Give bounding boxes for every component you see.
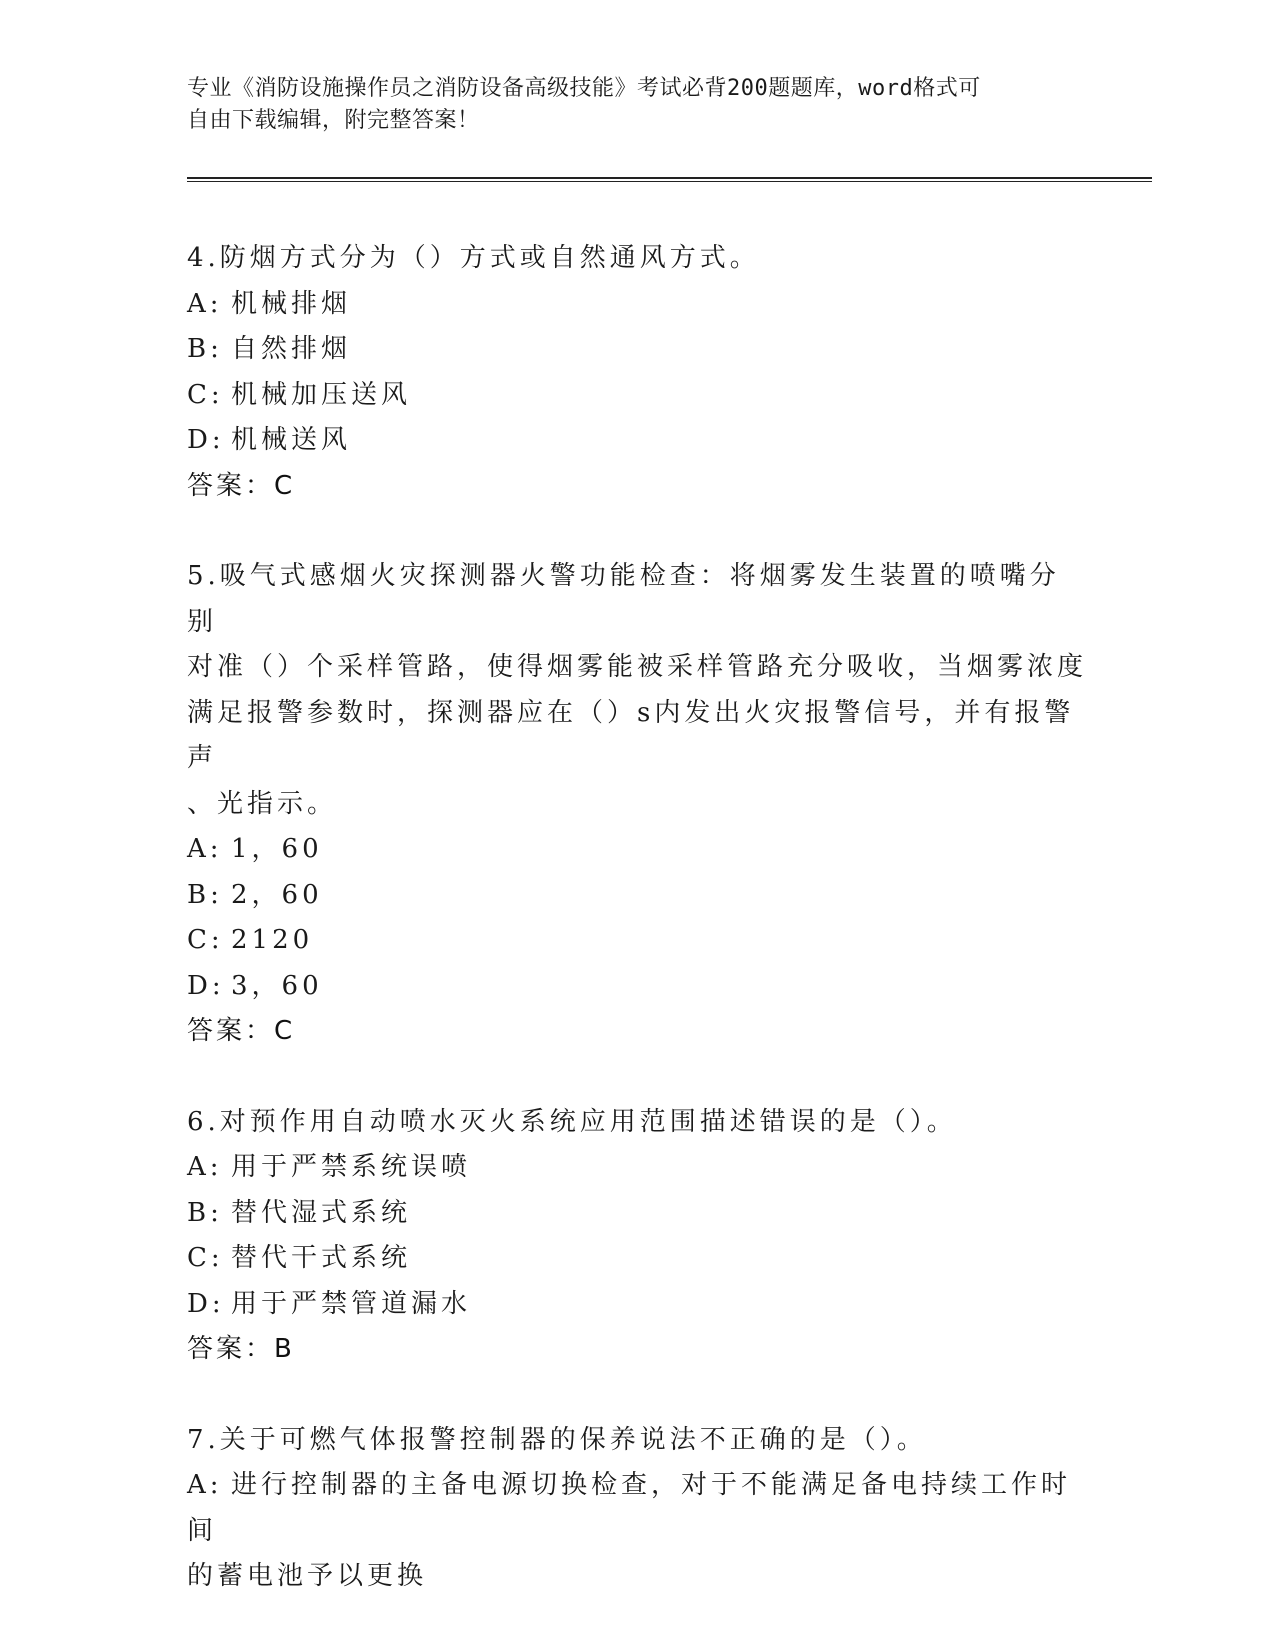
option-c bbox=[187, 918, 1087, 964]
question-text: 4.防烟方式分为（）方式或自然通风方式。 bbox=[187, 243, 760, 273]
option-key: C: bbox=[187, 1243, 224, 1273]
option-a bbox=[187, 1145, 1087, 1191]
question-text-line-3: 满足报警参数时，探测器应在（）s内发出火灾报警信号，并有报警声 bbox=[187, 697, 1075, 773]
option-a bbox=[187, 827, 1087, 873]
document-header bbox=[187, 73, 1067, 137]
option-c bbox=[187, 1236, 1087, 1282]
question-6 bbox=[187, 1100, 1087, 1373]
option-text: 2120 bbox=[231, 925, 314, 955]
option-d bbox=[187, 1282, 1087, 1328]
option-text: 进行控制器的主备电源切换检查，对于不能满足备电持续工作时间 bbox=[187, 1470, 1072, 1546]
question-5 bbox=[187, 554, 1087, 1055]
option-text: 2，60 bbox=[231, 879, 323, 910]
option-a bbox=[187, 1463, 1087, 1554]
option-text: 1，60 bbox=[231, 834, 323, 864]
answer: 答案：C bbox=[187, 1016, 296, 1046]
option-c bbox=[187, 373, 1087, 419]
option-b bbox=[187, 873, 1087, 919]
question-text-line-2: 对准（）个采样管路，使得烟雾能被采样管路充分吸收，当烟雾浓度 bbox=[187, 652, 1088, 682]
question-text-line-1: 5.吸气式感烟火灾探测器火警功能检查：将烟雾发生装置的喷嘴分别 bbox=[187, 561, 1060, 637]
header-line-2: 自由下载编辑，附完整答案！ bbox=[187, 108, 480, 133]
option-key: D: bbox=[187, 425, 225, 455]
question-text: 6.对预作用自动喷水灭火系统应用范围描述错误的是（）。 bbox=[187, 1106, 957, 1137]
option-d bbox=[187, 964, 1087, 1010]
option-key: D: bbox=[187, 970, 225, 1001]
option-d bbox=[187, 418, 1087, 464]
option-key: C: bbox=[187, 379, 224, 410]
option-text: 替代干式系统 bbox=[231, 1243, 412, 1273]
question-list bbox=[187, 236, 1087, 1645]
option-key: B: bbox=[187, 334, 223, 364]
option-key: B: bbox=[187, 879, 223, 910]
question-text: 7.关于可燃气体报警控制器的保养说法不正确的是（）。 bbox=[187, 1424, 927, 1455]
answer: 答案：C bbox=[187, 470, 296, 501]
option-key: C: bbox=[187, 925, 224, 955]
option-text: 3，60 bbox=[231, 970, 323, 1001]
option-text: 机械加压送风 bbox=[231, 379, 412, 410]
option-b bbox=[187, 327, 1087, 373]
option-a-continued bbox=[187, 1554, 1087, 1600]
option-key: A: bbox=[187, 1470, 223, 1500]
option-text: 自然排烟 bbox=[231, 334, 352, 364]
option-a bbox=[187, 282, 1087, 328]
option-text: 替代湿式系统 bbox=[231, 1197, 412, 1228]
option-text: 的蓄电池予以更换 bbox=[187, 1561, 428, 1591]
question-text-line-4: 、光指示。 bbox=[187, 788, 338, 819]
option-text: 机械排烟 bbox=[231, 288, 352, 319]
option-key: A: bbox=[187, 288, 223, 319]
header-divider-thin bbox=[187, 181, 1152, 182]
option-key: A: bbox=[187, 1152, 223, 1182]
header-divider-thick bbox=[187, 177, 1152, 179]
option-key: A: bbox=[187, 834, 223, 864]
answer: 答案：B bbox=[187, 1334, 295, 1364]
option-text: 用于严禁系统误喷 bbox=[231, 1152, 472, 1182]
header-line-1: 专业《消防设施操作员之消防设备高级技能》考试必背200题题库，word格式可 bbox=[187, 76, 981, 101]
option-text: 机械送风 bbox=[231, 425, 352, 455]
question-4 bbox=[187, 236, 1087, 509]
option-b bbox=[187, 1191, 1087, 1237]
option-key: B: bbox=[187, 1197, 223, 1228]
question-7 bbox=[187, 1418, 1087, 1600]
option-text: 用于严禁管道漏水 bbox=[231, 1288, 472, 1319]
option-key: D: bbox=[187, 1288, 225, 1319]
